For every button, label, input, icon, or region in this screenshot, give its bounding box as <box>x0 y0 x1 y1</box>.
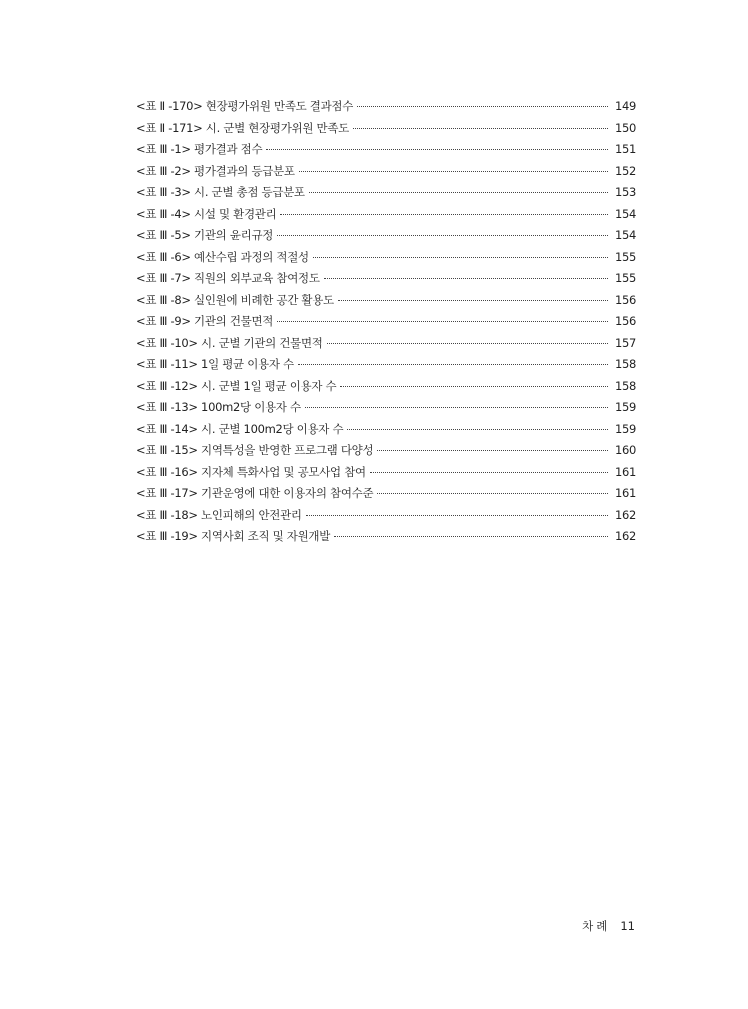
page-footer <box>582 918 635 934</box>
toc-entry-page: 154 <box>614 228 636 242</box>
toc-entry-label: <표 Ⅱ -170> 현장평가위원 만족도 결과점수 <box>136 99 354 113</box>
table-of-contents <box>136 98 636 550</box>
toc-entry-page: 155 <box>614 249 636 264</box>
toc-entry-label: <표 Ⅲ -11> 1일 평균 이용자 수 <box>136 357 294 371</box>
toc-entry-label: <표 Ⅲ -1> 평가결과 점수 <box>136 142 263 156</box>
toc-entry-11 <box>136 335 636 357</box>
dot-leader <box>280 214 608 215</box>
toc-entry-page: 152 <box>614 163 636 178</box>
toc-entry-12 <box>136 356 636 378</box>
toc-entry-label: <표 Ⅲ -5> 기관의 윤리규정 <box>136 228 274 242</box>
toc-entry-14 <box>136 399 636 421</box>
dot-leader <box>277 321 608 322</box>
dot-leader <box>377 450 608 451</box>
toc-entry-page: 162 <box>614 507 636 522</box>
dot-leader <box>338 300 608 301</box>
toc-entry-page: 159 <box>614 421 636 436</box>
footer-section-title: 차례 <box>582 919 611 933</box>
dot-leader <box>309 192 608 193</box>
toc-entry-label: <표 Ⅲ -4> 시설 및 환경관리 <box>136 206 277 221</box>
toc-entry-page: 158 <box>614 357 636 371</box>
dot-leader <box>298 364 608 365</box>
toc-entry-label: <표 Ⅲ -16> 지자체 특화사업 및 공모사업 참여 <box>136 464 366 479</box>
toc-entry-19 <box>136 507 636 529</box>
toc-entry-page: 149 <box>614 99 636 113</box>
dot-leader <box>299 171 608 172</box>
toc-entry-page: 160 <box>614 443 636 457</box>
toc-entry-5 <box>136 206 636 228</box>
toc-entry-label: <표 Ⅲ -19> 지역사회 조직 및 자원개발 <box>136 529 331 543</box>
toc-entry-label: <표 Ⅲ -14> 시. 군별 100m2당 이용자 수 <box>136 421 344 436</box>
toc-entry-label: <표 Ⅲ -18> 노인피해의 안전관리 <box>136 507 302 522</box>
toc-entry-0 <box>136 98 636 120</box>
toc-entry-page: 150 <box>614 120 636 135</box>
toc-entry-page: 151 <box>614 142 636 156</box>
toc-entry-6 <box>136 227 636 249</box>
dot-leader <box>377 493 608 494</box>
dot-leader <box>305 407 608 408</box>
dot-leader <box>334 536 608 537</box>
toc-entry-3 <box>136 163 636 185</box>
dot-leader <box>353 128 608 129</box>
toc-entry-label: <표 Ⅲ -6> 예산수립 과정의 적절성 <box>136 249 309 264</box>
toc-entry-17 <box>136 464 636 486</box>
toc-entry-page: 161 <box>614 464 636 479</box>
toc-entry-page: 153 <box>614 185 636 199</box>
dot-leader <box>277 235 608 236</box>
toc-entry-label: <표 Ⅲ -3> 시. 군별 총점 등급분포 <box>136 185 305 199</box>
toc-entry-label: <표 Ⅲ -13> 100m2당 이용자 수 <box>136 400 301 414</box>
toc-entry-page: 157 <box>614 335 636 350</box>
toc-entry-10 <box>136 313 636 335</box>
toc-entry-13 <box>136 378 636 400</box>
toc-entry-page: 156 <box>614 314 636 328</box>
toc-entry-page: 159 <box>614 400 636 414</box>
toc-entry-label: <표 Ⅲ -2> 평가결과의 등급분포 <box>136 163 295 178</box>
toc-entry-label: <표 Ⅲ -17> 기관운영에 대한 이용자의 참여수준 <box>136 486 374 500</box>
dot-leader <box>324 278 608 279</box>
toc-entry-page: 156 <box>614 292 636 307</box>
toc-entry-page: 155 <box>614 271 636 285</box>
toc-entry-label: <표 Ⅲ -15> 지역특성을 반영한 프로그램 다양성 <box>136 443 374 457</box>
toc-entry-2 <box>136 141 636 163</box>
toc-entry-label: <표 Ⅲ -12> 시. 군별 1일 평균 이용자 수 <box>136 378 337 393</box>
dot-leader <box>370 472 608 473</box>
dot-leader <box>340 386 608 387</box>
toc-entry-4 <box>136 184 636 206</box>
toc-entry-page: 154 <box>614 206 636 221</box>
dot-leader <box>347 429 608 430</box>
toc-entry-20 <box>136 528 636 550</box>
toc-entry-page: 158 <box>614 378 636 393</box>
toc-entry-page: 162 <box>614 529 636 543</box>
toc-entry-18 <box>136 485 636 507</box>
toc-entry-label: <표 Ⅱ -171> 시. 군별 현장평가위원 만족도 <box>136 120 349 135</box>
toc-entry-page: 161 <box>614 486 636 500</box>
toc-entry-8 <box>136 270 636 292</box>
dot-leader <box>266 149 608 150</box>
toc-entry-15 <box>136 421 636 443</box>
toc-entry-9 <box>136 292 636 314</box>
dot-leader <box>313 257 608 258</box>
toc-entry-1 <box>136 120 636 142</box>
toc-entry-label: <표 Ⅲ -8> 실인원에 비례한 공간 활용도 <box>136 292 334 307</box>
dot-leader <box>357 106 608 107</box>
footer-page-number: 11 <box>620 919 635 933</box>
toc-entry-label: <표 Ⅲ -10> 시. 군별 기관의 건물면적 <box>136 335 323 350</box>
dot-leader <box>306 515 608 516</box>
toc-entry-label: <표 Ⅲ -7> 직원의 외부교육 참여정도 <box>136 271 320 285</box>
toc-entry-16 <box>136 442 636 464</box>
dot-leader <box>327 343 608 344</box>
toc-entry-label: <표 Ⅲ -9> 기관의 건물면적 <box>136 314 274 328</box>
toc-entry-7 <box>136 249 636 271</box>
